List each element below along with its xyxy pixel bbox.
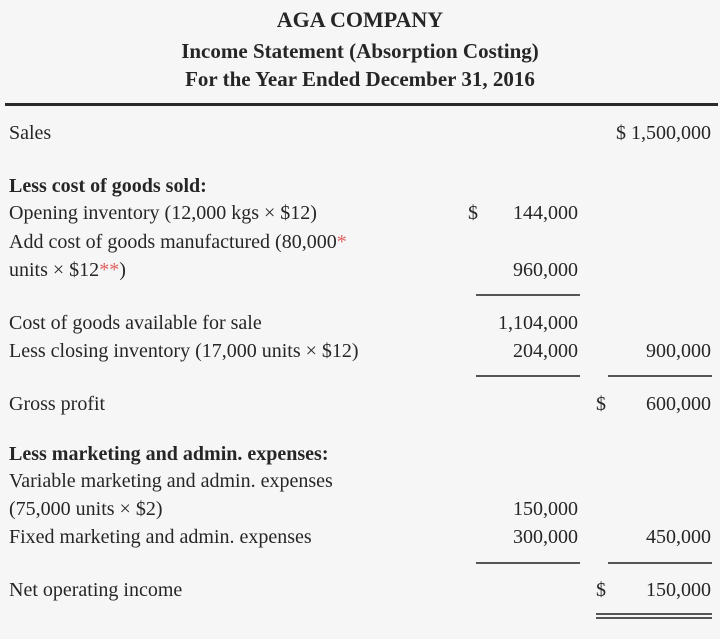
sales-label: Sales (9, 122, 52, 144)
cogs-total: 900,000 (646, 340, 711, 362)
expenses-total-underline (608, 562, 712, 564)
opening-inventory-currency: $ (468, 202, 478, 224)
expenses-total: 450,000 (646, 526, 711, 548)
closing-inventory-amount: 204,000 (513, 340, 578, 362)
variable-expenses-label-line2: (75,000 units × $2) (9, 498, 163, 520)
cgm-label-text1: Add cost of goods manufactured (80,000 (9, 231, 337, 253)
gross-profit-label: Gross profit (9, 393, 106, 415)
net-income-double-underline-bottom (596, 617, 712, 619)
footnote-mark-single: * (336, 231, 347, 253)
cgm-label-line1 (9, 229, 347, 255)
cgm-amount: 960,000 (513, 259, 578, 281)
footnote-mark-double: ** (99, 259, 120, 281)
cgm-label-close: ) (119, 259, 126, 281)
net-income-currency: $ (596, 579, 606, 601)
company-name: AGA COMPANY (276, 7, 444, 32)
opening-inventory-label: Opening inventory (12,000 kgs × $12) (9, 202, 317, 224)
opening-inventory-amount: 144,000 (513, 202, 578, 224)
net-income-total: 150,000 (646, 579, 711, 601)
statement-period: For the Year Ended December 31, 2016 (185, 67, 535, 91)
closing-inventory-label: Less closing inventory (17,000 units × $12) (9, 340, 359, 362)
gross-profit-total: 600,000 (646, 393, 711, 415)
cgm-label-line2 (9, 257, 126, 283)
fixed-underline (476, 562, 580, 564)
fixed-expenses-label: Fixed marketing and admin. expenses (9, 526, 312, 548)
sales-total: $ 1,500,000 (616, 122, 711, 144)
variable-expenses-label-line1: Variable marketing and admin. expenses (9, 470, 333, 492)
cogs-heading: Less cost of goods sold: (9, 175, 207, 197)
statement-title: Income Statement (Absorption Costing) (181, 39, 539, 63)
closing-underline (476, 375, 580, 377)
net-income-double-underline-top (596, 613, 712, 615)
fixed-expenses-amount: 300,000 (513, 526, 578, 548)
cgm-label-text2: units × $12 (9, 259, 100, 281)
available-amount: 1,104,000 (498, 312, 578, 334)
available-label: Cost of goods available for sale (9, 312, 262, 334)
variable-expenses-amount: 150,000 (513, 498, 578, 520)
marketing-heading: Less marketing and admin. expenses: (9, 443, 329, 465)
net-income-label: Net operating income (9, 579, 183, 601)
cogs-total-underline (608, 375, 712, 377)
gross-profit-currency: $ (596, 393, 606, 415)
header-divider (5, 103, 718, 106)
subtotal-underline (476, 294, 580, 296)
